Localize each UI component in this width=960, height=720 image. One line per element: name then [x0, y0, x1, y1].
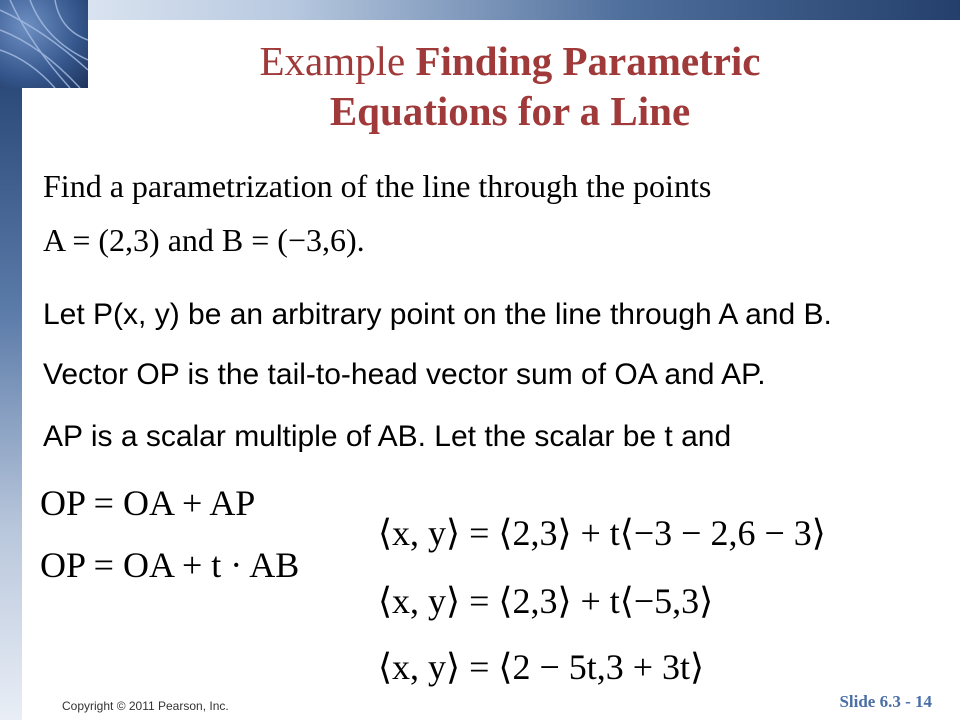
problem-line-1: Find a parametrization of the line through the points: [43, 168, 712, 204]
component-equation-2: ⟨x, y⟩ = ⟨2,3⟩ + t⟨−5,3⟩: [378, 581, 714, 621]
top-decor-bar: [0, 0, 960, 20]
problem-line-2: A = (2,3) and B = (−3,6).: [43, 222, 365, 258]
title-bold: Finding Parametric: [415, 38, 761, 84]
title-line2: Equations for a Line: [329, 88, 691, 134]
vector-equation-1: OP = OA + AP: [40, 483, 256, 523]
solution-line-2: Vector OP is the tail-to-head vector sum of OA and AP.: [43, 358, 766, 391]
component-equation-3: ⟨x, y⟩ = ⟨2 − 5t,3 + 3t⟩: [378, 647, 705, 687]
title-prefix: Example: [259, 38, 406, 84]
solution-line-1: Let P(x, y) be an arbitrary point on the line through A and B.: [43, 298, 832, 331]
footer-copyright: Copyright © 2011 Pearson, Inc.: [62, 699, 229, 713]
slide-title: [110, 36, 910, 136]
solution-line-3: AP is a scalar multiple of AB. Let the scalar be t and: [43, 420, 732, 453]
footer-slide-number: Slide 6.3 - 14: [839, 692, 932, 711]
corner-decor-image: [0, 0, 88, 88]
component-equation-1: ⟨x, y⟩ = ⟨2,3⟩ + t⟨−3 − 2,6 − 3⟩: [378, 513, 826, 553]
vector-equation-2: OP = OA + t · AB: [40, 545, 300, 585]
left-decor-bar: [0, 88, 22, 720]
